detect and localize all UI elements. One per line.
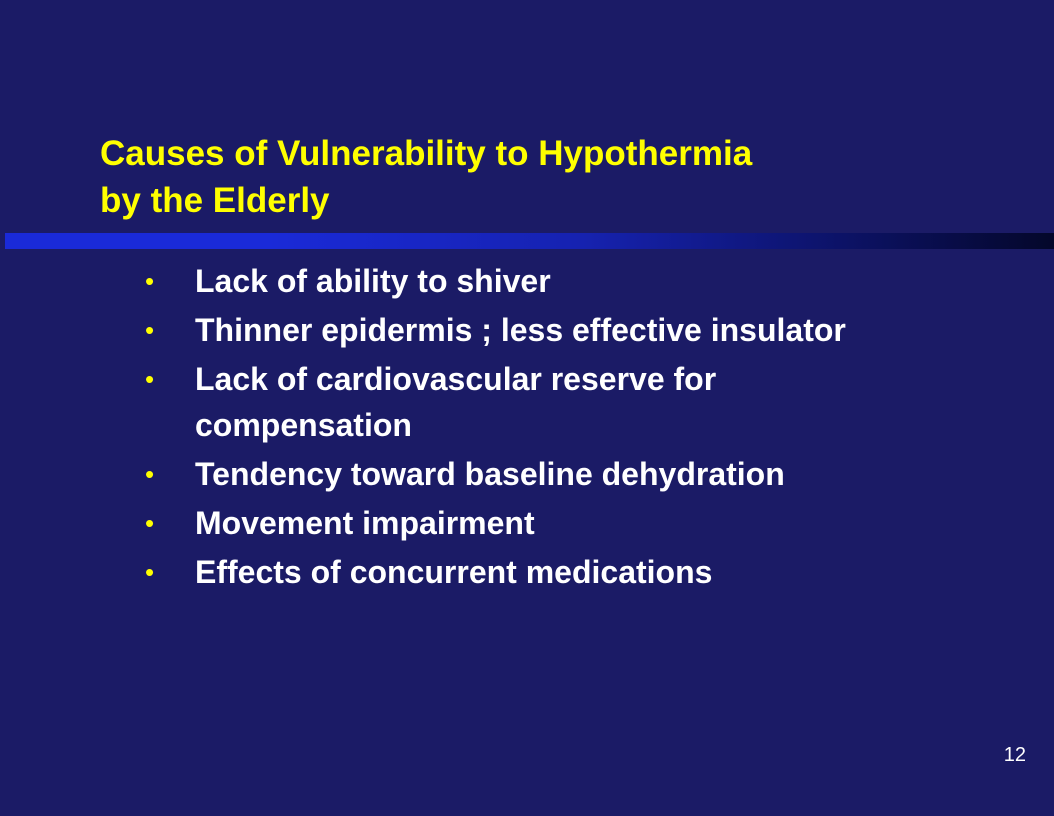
title-divider-bar [5,233,1054,249]
page-number: 12 [1003,744,1026,766]
bullet-item [145,500,905,546]
bullet-text: Effects of concurrent medications [195,554,713,590]
bullet-icon: • [145,266,155,296]
bullet-item [145,451,905,497]
bullet-item [145,549,905,595]
bullet-list [145,258,905,598]
bullet-icon: • [145,508,155,538]
bullet-icon: • [145,364,155,394]
bullet-item [145,356,905,448]
bullet-text: Lack of cardiovascular reserve for compensation [195,361,717,443]
slide-title-line-2: by the Elderly [100,181,330,220]
slide-title-line-1: Causes of Vulnerability to Hypothermia [100,134,753,173]
bullet-text: Lack of ability to shiver [195,263,551,299]
bullet-text: Movement impairment [195,505,535,541]
bullet-text: Tendency toward baseline dehydration [195,456,785,492]
bullet-icon: • [145,557,155,587]
bullet-icon: • [145,459,155,489]
bullet-icon: • [145,315,155,345]
bullet-item [145,258,905,304]
slide-title [100,130,980,224]
bullet-item [145,307,905,353]
bullet-text: Thinner epidermis ; less effective insulator [195,312,846,348]
